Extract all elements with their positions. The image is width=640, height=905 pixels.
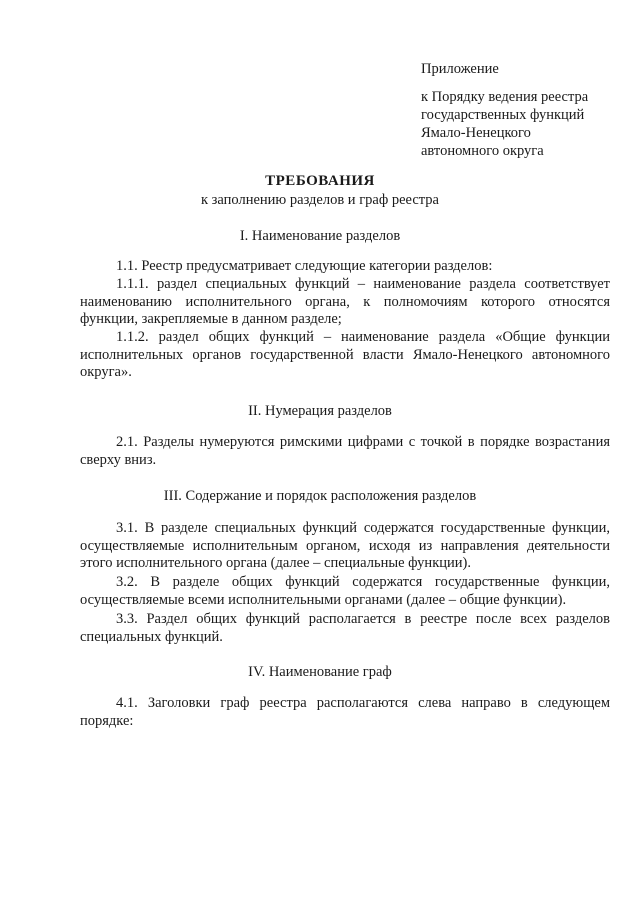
paragraph-1-1: 1.1. Реестр предусматривает следующие категории разделов: — [116, 258, 493, 274]
appendix-ref-line: государственных функций — [421, 107, 585, 123]
section-heading-2: II. Нумерация разделов — [248, 403, 392, 419]
paragraph-4-1: 4.1. Заголовки граф реестра располагаются слева направо в следующем порядке: — [80, 695, 610, 729]
section-heading-4: IV. Наименование граф — [248, 664, 392, 680]
document-subtitle: к заполнению разделов и граф реестра — [201, 192, 439, 208]
appendix-ref-line: автономного округа — [421, 143, 544, 159]
document-title: ТРЕБОВАНИЯ — [265, 173, 375, 189]
appendix-label: Приложение — [421, 61, 499, 77]
paragraph-3-2: 3.2. В разделе общих функций содержатся государственные функции, осуществляемые всеми исполнительными органами (далее – общие функции). — [80, 574, 610, 608]
paragraph-1-1-1: 1.1.1. раздел специальных функций – наименование раздела соответствует наименованию исполнительного органа, к полномочиям которого относятся функции, закрепляемые в данном разделе; — [80, 276, 610, 327]
paragraph-3-1: 3.1. В разделе специальных функций содержатся государственные функции, осуществляемые исполнительным органом, исходя из направления деятельности этого исполнительного органа (далее – специальные функции). — [80, 520, 610, 571]
paragraph-3-3: 3.3. Раздел общих функций располагается в реестре после всех разделов специальных функций. — [80, 611, 610, 645]
appendix-ref-line: Ямало-Ненецкого — [421, 125, 531, 141]
appendix-ref-line: к Порядку ведения реестра — [421, 89, 589, 105]
appendix-block — [421, 60, 621, 160]
section-heading-1: I. Наименование разделов — [239, 228, 401, 244]
paragraph-1-1-2: 1.1.2. раздел общих функций – наименование раздела «Общие функции исполнительных органов государственной власти Ямало-Ненецкого автономного округа». — [80, 329, 610, 380]
paragraph-2-1: 2.1. Разделы нумеруются римскими цифрами с точкой в порядке возрастания сверху вниз. — [80, 434, 610, 468]
section-heading-3: III. Содержание и порядок расположения разделов — [163, 488, 477, 504]
